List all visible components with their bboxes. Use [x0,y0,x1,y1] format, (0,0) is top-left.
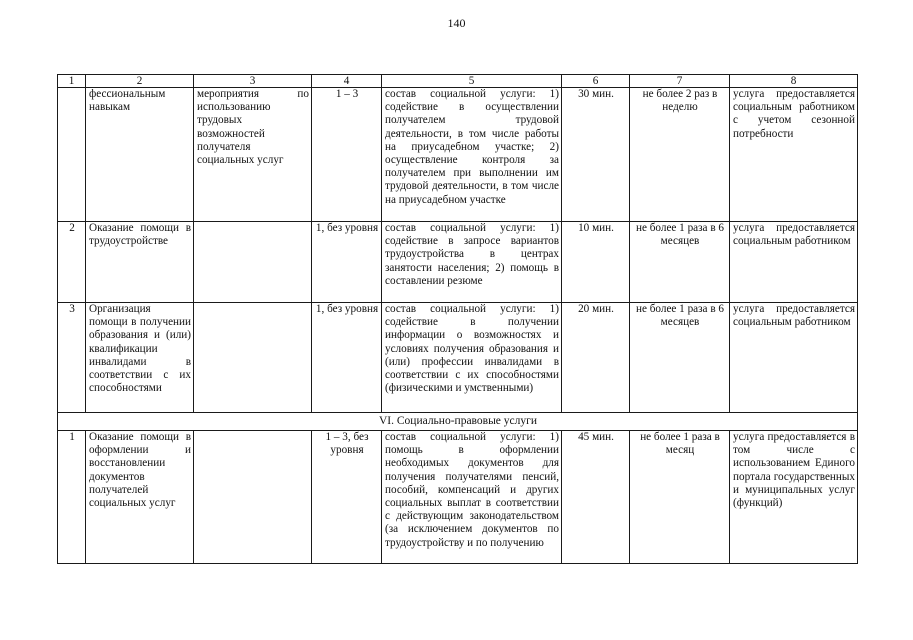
service-condition: услуга предоставляется социальным работником [730,303,858,413]
service-time: 20 мин. [562,303,630,413]
service-level: 1 – 3 [312,88,382,222]
header-col-7: 7 [630,75,730,88]
service-frequency: не более 2 раз в неделю [630,88,730,222]
social-services-table [57,74,858,564]
header-col-2: 2 [86,75,194,88]
page-number: 140 [447,16,466,30]
service-measures: мероприятия по использованию трудовых возможностей получателя социальных услуг [194,88,312,222]
service-time: 30 мин. [562,88,630,222]
service-condition: услуга предоставляется социальным работником [730,222,858,303]
header-row [58,75,858,88]
service-measures [194,431,312,564]
service-name: Организация помощи в получении образования и (или) квалификации инвалидами в соответствии с их способностями [86,303,194,413]
service-name: Оказание помощи в оформлении и восстановлении документов получателей социальных услуг [86,431,194,564]
header-col-1: 1 [58,75,86,88]
table-row [58,303,858,413]
service-content: состав социальной услуги: 1) содействие в получении информации о возможностях и условиях получения образования и (или) профессии инвалидами в соответствии с их способностями (физическими и умственными) [382,303,562,413]
service-content: состав социальной услуги: 1) помощь в оформлении необходимых документов для получения получателями пенсий, пособий, компенсаций и других социальных выплат в соответствии с действующим законодательством (за исключением документов по трудоустройству и по получению [382,431,562,564]
service-measures [194,222,312,303]
row-number: 3 [58,303,86,413]
service-frequency: не более 1 раза в 6 месяцев [630,303,730,413]
service-name: Оказание помощи в трудоустройстве [86,222,194,303]
row-number [58,88,86,222]
service-level: 1, без уровня [312,222,382,303]
service-condition: услуга предоставляется социальным работником с учетом сезонной потребности [730,88,858,222]
header-col-5: 5 [382,75,562,88]
service-level: 1 – 3, без уровня [312,431,382,564]
header-col-6: 6 [562,75,630,88]
section-row [58,413,858,431]
service-condition: услуга предоставляется в том числе с использованием Единого портала государственных и муниципальных услуг (функций) [730,431,858,564]
service-name: фессиональным навыкам [86,88,194,222]
service-measures [194,303,312,413]
service-content: состав социальной услуги: 1) содействие в запросе вариантов трудоустройства в центрах занятости населения; 2) помощь в составлении резюме [382,222,562,303]
service-content: состав социальной услуги: 1) содействие в осуществлении получателем трудовой деятельности, в том числе работы на приусадебном участке; 2) осуществление контроля за получателем при выполнении им трудовой деятельности, в том числе на приусадебном участке [382,88,562,222]
service-time: 10 мин. [562,222,630,303]
service-level: 1, без уровня [312,303,382,413]
service-time: 45 мин. [562,431,630,564]
service-frequency: не более 1 раза в месяц [630,431,730,564]
section-title: VI. Социально-правовые услуги [58,413,858,431]
table-row [58,88,858,222]
header-col-4: 4 [312,75,382,88]
table-row [58,431,858,564]
service-frequency: не более 1 раза в 6 месяцев [630,222,730,303]
row-number: 1 [58,431,86,564]
header-col-3: 3 [194,75,312,88]
row-number: 2 [58,222,86,303]
header-col-8: 8 [730,75,858,88]
table-row [58,222,858,303]
